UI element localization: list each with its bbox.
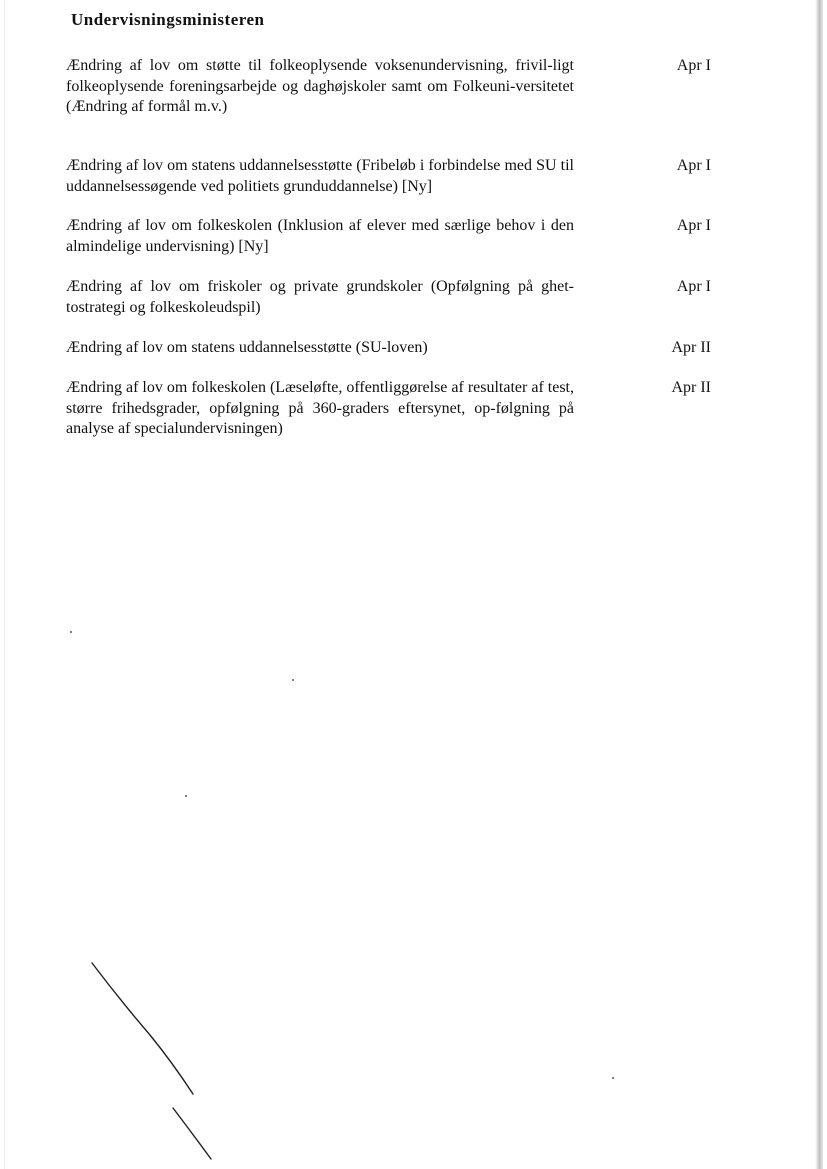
bill-schedule: Apr II xyxy=(671,339,711,356)
bill-schedule: Apr II xyxy=(671,379,711,396)
scan-speck xyxy=(612,1077,614,1079)
scan-speck xyxy=(70,631,72,633)
ministry-heading: Undervisningsministeren xyxy=(71,10,265,29)
bill-schedule: Apr I xyxy=(676,57,711,74)
pen-stroke-upper xyxy=(92,963,193,1094)
bill-title: Ændring af lov om folkeskolen (Læseløfte, offentliggørelse af resultater af test, større frihedsgrader, opfølgning på 360-graders eftersynet, op-følgning på analyse af specialundervisningen) xyxy=(66,379,574,437)
scan-speck xyxy=(292,679,294,681)
bill-title: Ændring af lov om folkeskolen (Inklusion af elever med særlige behov i den almindelige undervisning) [Ny] xyxy=(66,217,574,255)
bill-title: Ændring af lov om statens uddannelsesstøtte (Fribeløb i forbindelse med SU til uddannelsessøgende ved politiets grunduddannelse) [Ny] xyxy=(66,157,574,195)
bill-schedule: Apr I xyxy=(676,217,711,234)
bill-title: Ændring af lov om støtte til folkeoplysende voksenundervisning, frivil-ligt folkeoplysende foreningsarbejde og daghøjskoler samt om Folkeuni-versitetet (Ændring af formål m.v.) xyxy=(66,57,574,115)
bill-title: Ændring af lov om friskoler og private grundskoler (Opfølgning på ghet-tostrategi og folkeskoleudspil) xyxy=(66,278,574,316)
bill-schedule: Apr I xyxy=(676,278,711,295)
scan-speck xyxy=(185,795,187,797)
bill-schedule: Apr I xyxy=(676,157,711,174)
bill-title: Ændring af lov om statens uddannelsesstøtte (SU-loven) xyxy=(66,339,428,356)
pen-stroke-lower xyxy=(173,1108,211,1159)
